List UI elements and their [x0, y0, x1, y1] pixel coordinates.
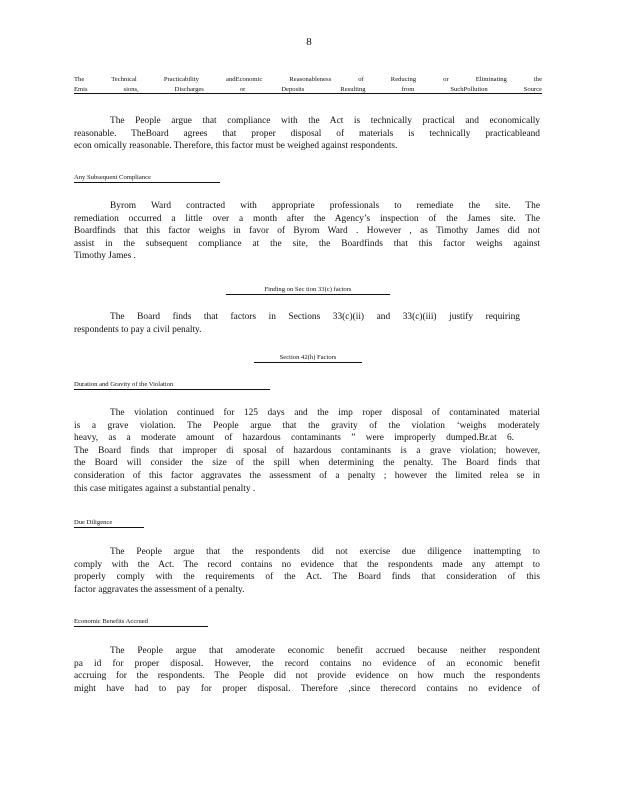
paragraph-line: Timothy James .: [74, 251, 136, 262]
paragraph-line: pa id for proper disposal. However, the record contains no evidence of an economic benefit: [74, 658, 540, 669]
heading-technical-line-2: Emis sions, Discharges or Deposits Resulting from SuchPollution Source: [74, 86, 542, 93]
paragraph-line: consideration of this factor aggravates the assessment of a penalty ; however the limited relea se in: [74, 470, 540, 481]
paragraph-line: remediation occurred a little over a month after the Agency’s inspection of the James site. The: [74, 213, 540, 224]
paragraph-line: might have had to pay for proper disposal. Therefore ,since therecord contains no evidence of: [74, 683, 540, 694]
paragraph-line: Boardfinds that this factor weighs in favor of Byrom Ward . However , as Timothy James did not: [74, 226, 540, 237]
paragraph-line: heavy, as a moderate amount of hazardous contaminants ” were improperly dumped.Br.at 6.: [74, 433, 514, 444]
paragraph-line: The People argue that amoderate economic benefit accrued because neither respondent: [110, 646, 540, 656]
paragraph-line: The Board finds that factors in Sections 33(c)(ii) and 33(c)(iii) justify requiring: [110, 312, 520, 322]
paragraph-technical: [74, 115, 540, 153]
page-number: 8: [306, 36, 312, 48]
paragraph-line: is a grave violation. The People argue that the gravity of the violation ‘weighs moderately: [74, 420, 540, 431]
paragraph-line: factor aggravates the assessment of a penalty.: [74, 584, 245, 595]
heading-duration-gravity: Duration and Gravity of the Violation: [74, 381, 270, 390]
paragraph-duration: [74, 407, 540, 495]
paragraph-line: comply with the Act. The record contains no evidence that the respondents made any attempt to: [74, 559, 540, 570]
paragraph-line: econ omically reasonable. Therefore, this factor must be weighed against respondents.: [74, 141, 398, 152]
paragraph-diligence: [74, 546, 540, 596]
paragraph-line: The violation continued for 125 days and the imp roper disposal of contaminated material: [110, 408, 540, 418]
paragraph-line: accruing for the respondents. The People did not provide evidence on how much the respondents: [74, 671, 540, 682]
paragraph-line: reasonable. TheBoard agrees that proper disposal of materials is technically practicableand: [74, 128, 540, 139]
heading-section-42h: Section 42(h) Factors: [254, 354, 362, 363]
heading-due-diligence: Due Diligence: [74, 519, 144, 528]
paragraph-line: this case mitigates against a substantial penalty .: [74, 483, 256, 494]
paragraph-line: The People argue that the respondents did not exercise due diligence inattempting to: [110, 547, 540, 557]
heading-technical-practicability: [74, 76, 542, 94]
paragraph-line: respondents to pay a civil penalty.: [74, 324, 202, 335]
paragraph-line: The People argue that compliance with the Act is technically practical and economically: [110, 116, 540, 126]
heading-technical-line-1: The Technical Practicability andEconomic Reasonableness of Reducing or Eliminating the: [74, 76, 542, 83]
paragraph-finding-33c: [74, 311, 540, 336]
paragraph-line: Byrom Ward contracted with appropriate professionals to remediate the site. The: [110, 201, 540, 211]
paragraph-line: assist in the subsequent compliance at the site, the Boardfinds that this factor weighs against: [74, 238, 540, 249]
heading-finding-33c: Finding on Sec tion 33(c) factors: [226, 286, 390, 295]
paragraph-economic: [74, 645, 540, 695]
paragraph-compliance: [74, 200, 540, 263]
paragraph-line: the Board will consider the size of the spill when determining the penalty. The Board finds that: [74, 458, 540, 469]
heading-economic-benefits: Economic Benefits Accrued: [74, 618, 208, 627]
paragraph-line: properly comply with the requirements of the Act. The Board finds that consideration of this: [74, 572, 540, 583]
paragraph-line: The Board finds that improper di sposal of hazardous contaminants is a grave violation; however,: [74, 445, 540, 456]
heading-subsequent-compliance: Any Subsequent Compliance: [74, 174, 220, 183]
